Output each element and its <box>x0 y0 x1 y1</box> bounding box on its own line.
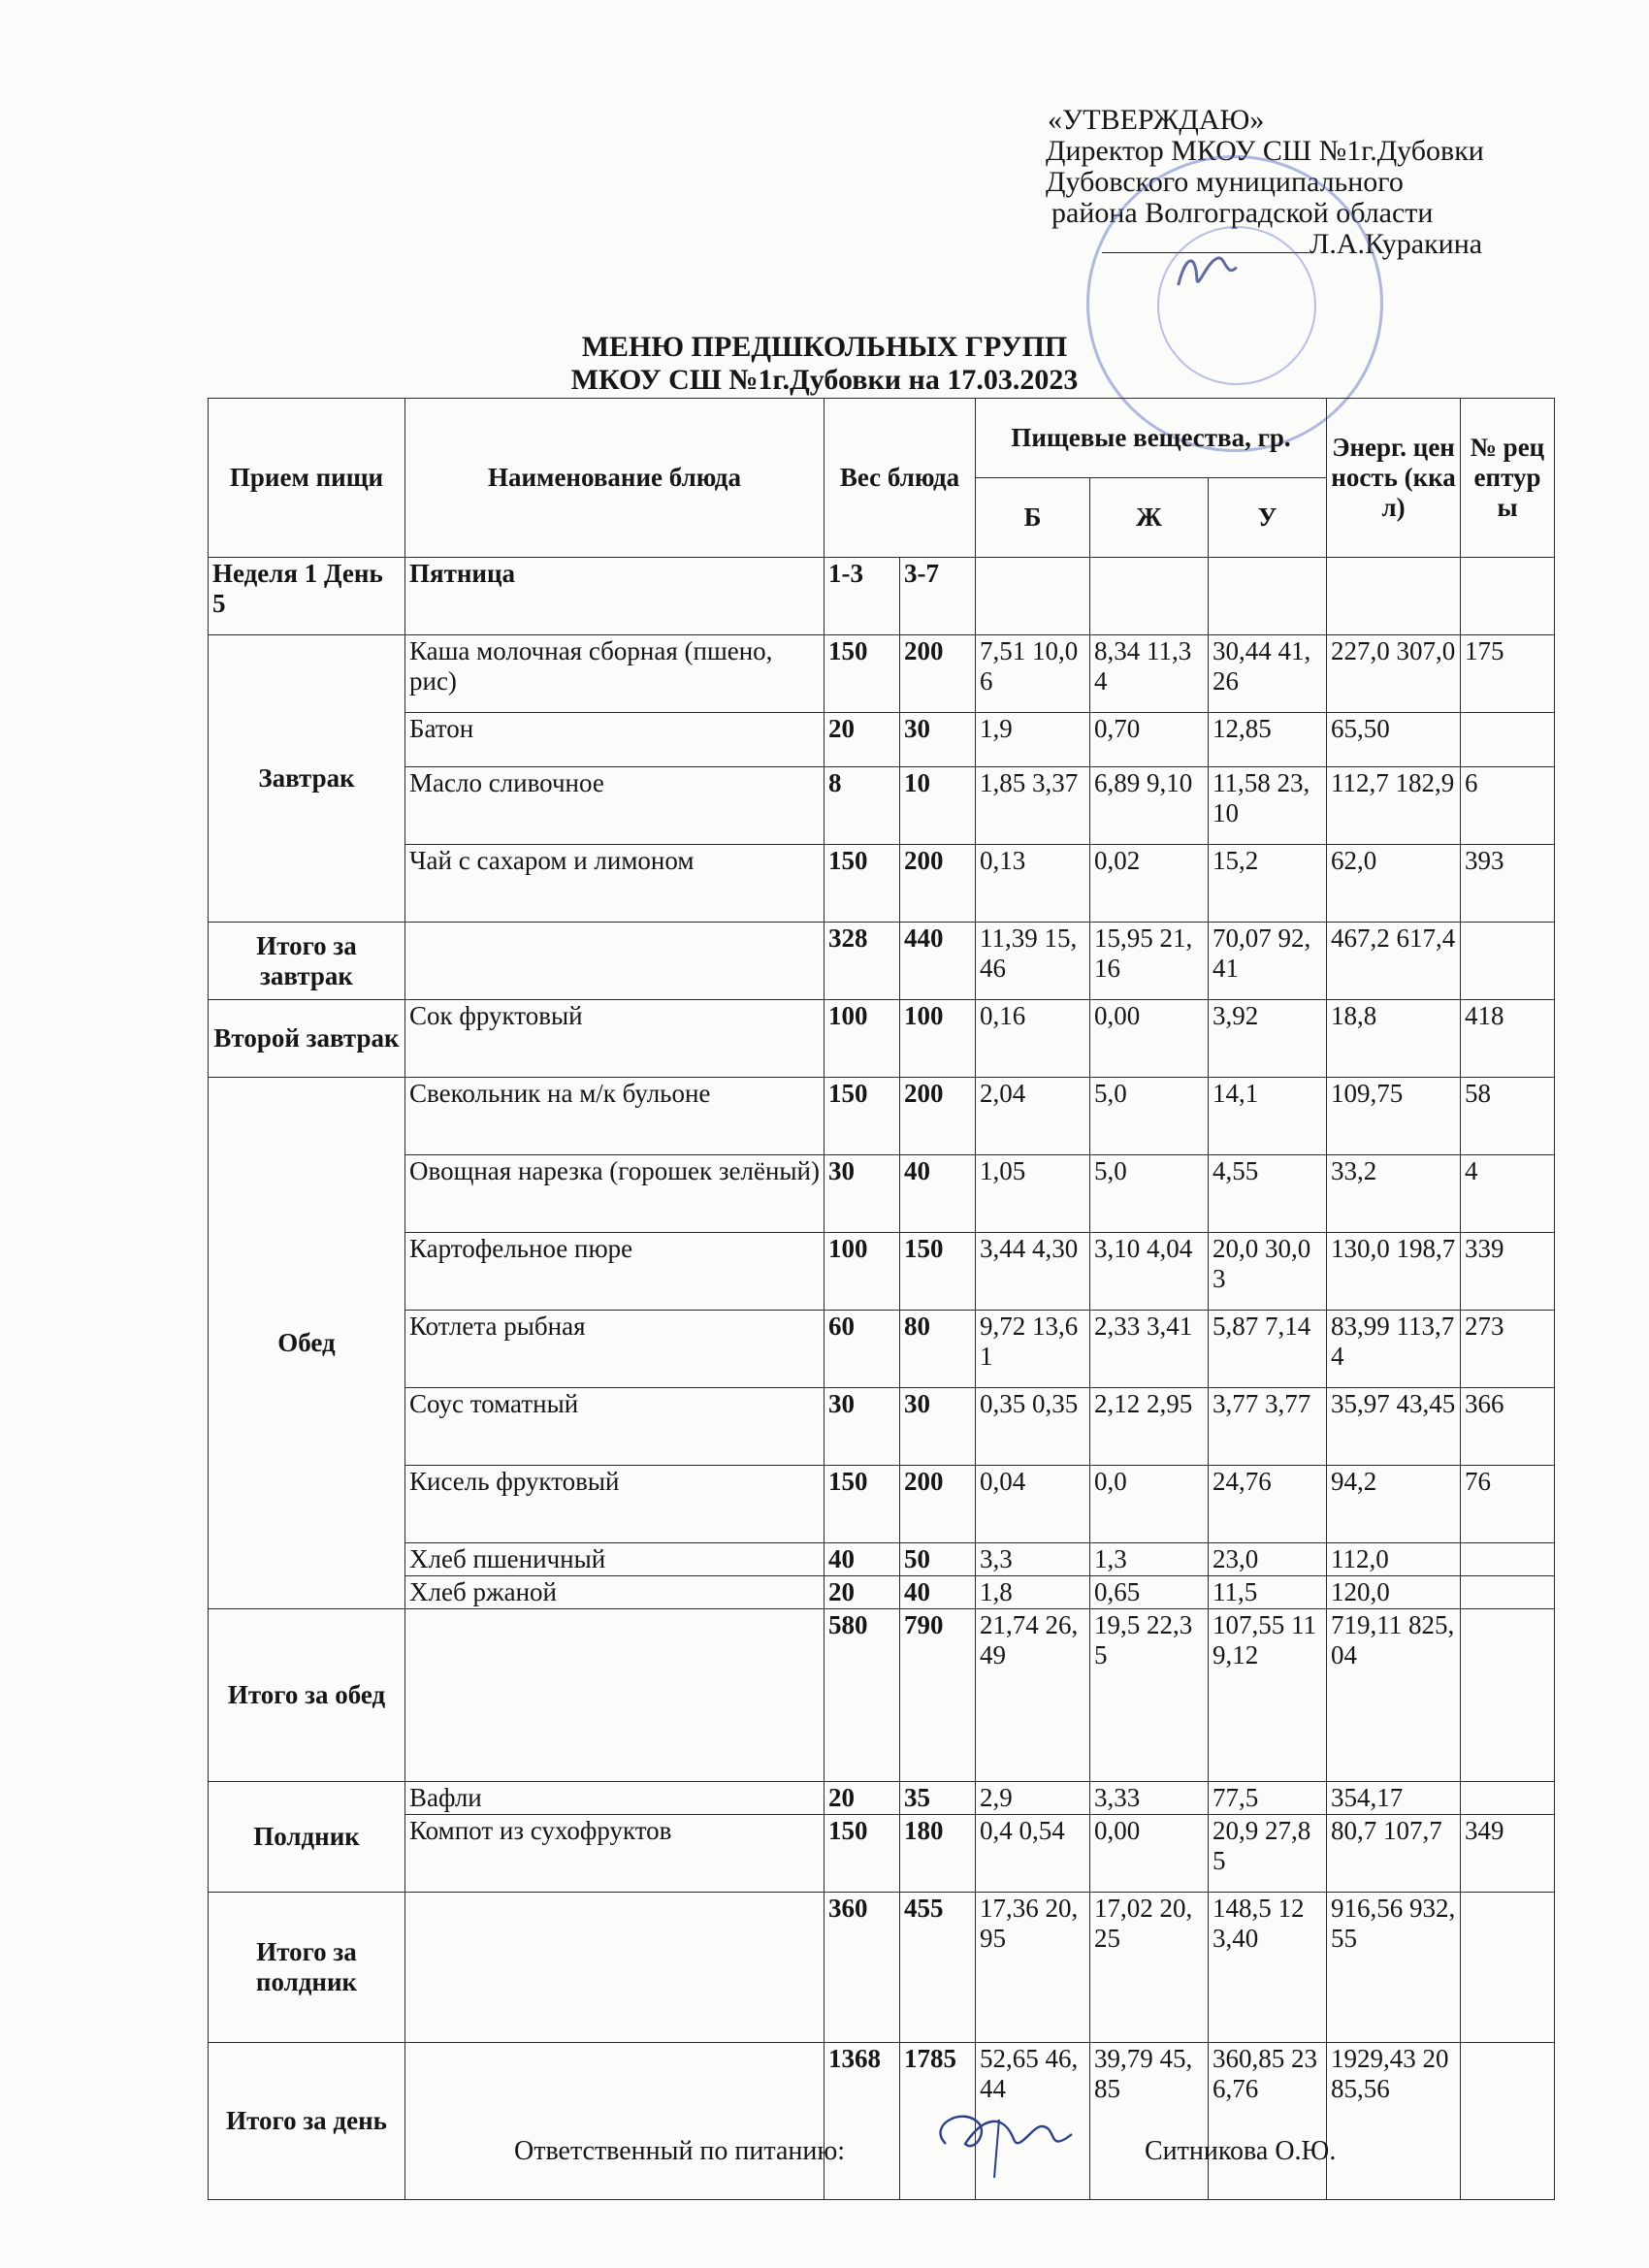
protein: 0,13 <box>976 845 1090 923</box>
energy: 35,97 43,45 <box>1327 1388 1461 1466</box>
carbs: 70,07 92,41 <box>1209 923 1327 1000</box>
protein: 9,72 13,61 <box>976 1311 1090 1388</box>
weight-age-1-3: 360 <box>824 1893 900 2043</box>
table-row <box>209 1000 1555 1078</box>
weight-age-3-7: 80 <box>900 1311 976 1388</box>
dish-name <box>405 2043 824 2200</box>
menu-table <box>208 398 1555 2200</box>
weight-age-1-3: 20 <box>824 1576 900 1609</box>
dish-name: Хлеб ржаной <box>405 1576 824 1609</box>
responsible-name: Ситникова О.Ю. <box>1145 2136 1337 2166</box>
table-row <box>209 1893 1555 2043</box>
meal-name: Второй завтрак <box>209 1000 405 1078</box>
meal-name: Обед <box>209 1078 405 1609</box>
weight-age-1-3: 150 <box>824 1078 900 1155</box>
recipe-number: 273 <box>1461 1311 1555 1388</box>
energy: 18,8 <box>1327 1000 1461 1078</box>
menu-title: МЕНЮ ПРЕДШКОЛЬНЫХ ГРУПП <box>581 331 1068 363</box>
energy: 83,99 113,74 <box>1327 1311 1461 1388</box>
carbs: 11,58 23,10 <box>1209 767 1327 845</box>
energy: 354,17 <box>1327 1782 1461 1815</box>
weight-age-3-7: 150 <box>900 1233 976 1311</box>
weight-age-3-7: 1785 <box>900 2043 976 2200</box>
menu-subtitle: МКОУ СШ №1г.Дубовки на 17.03.2023 <box>570 364 1079 396</box>
weight-age-3-7: 790 <box>900 1609 976 1782</box>
header-meal: Прием пищи <box>209 399 405 558</box>
table-row <box>209 923 1555 1000</box>
carbs: 23,0 <box>1209 1543 1327 1576</box>
protein: 3,3 <box>976 1543 1090 1576</box>
fat: 0,65 <box>1090 1576 1209 1609</box>
fat: 19,5 22,35 <box>1090 1609 1209 1782</box>
weight-age-1-3: 328 <box>824 923 900 1000</box>
weight-age-3-7: 30 <box>900 713 976 767</box>
recipe-number: 175 <box>1461 635 1555 713</box>
table-row <box>209 1233 1555 1311</box>
table-row <box>209 1782 1555 1815</box>
energy: 227,0 307,0 <box>1327 635 1461 713</box>
meal-name: Итого за день <box>209 2043 405 2200</box>
responsible-label: Ответственный по питанию: <box>514 2136 846 2166</box>
recipe-number: 366 <box>1461 1388 1555 1466</box>
dish-name: Компот из сухофруктов <box>405 1815 824 1893</box>
carbs: 148,5 123,40 <box>1209 1893 1327 2043</box>
table-row <box>209 845 1555 923</box>
dish-name: Кисель фруктовый <box>405 1466 824 1543</box>
weight-age-1-3: 150 <box>824 1466 900 1543</box>
meal-name: Завтрак <box>209 635 405 923</box>
recipe-number: 4 <box>1461 1155 1555 1233</box>
recipe-number <box>1461 1609 1555 1782</box>
week-day-label: Неделя 1 День 5 <box>209 558 405 635</box>
fat: 39,79 45,85 <box>1090 2043 1209 2200</box>
fat: 8,34 11,34 <box>1090 635 1209 713</box>
weight-age-3-7: 10 <box>900 767 976 845</box>
table-row <box>209 713 1555 767</box>
weight-age-1-3: 580 <box>824 1609 900 1782</box>
weight-age-1-3: 1368 <box>824 2043 900 2200</box>
dish-name: Вафли <box>405 1782 824 1815</box>
fat: 2,12 2,95 <box>1090 1388 1209 1466</box>
weight-age-1-3: 100 <box>824 1233 900 1311</box>
age-group-1: 1-3 <box>824 558 900 635</box>
table-row <box>209 1815 1555 1893</box>
protein: 0,4 0,54 <box>976 1815 1090 1893</box>
carbs: 4,55 <box>1209 1155 1327 1233</box>
table-row <box>209 635 1555 713</box>
dish-name <box>405 1893 824 2043</box>
fat: 3,10 4,04 <box>1090 1233 1209 1311</box>
responsible-signature <box>926 2095 1091 2183</box>
meal-name: Итого за полдник <box>209 1893 405 2043</box>
header-carbs: У <box>1209 478 1327 558</box>
weekday: Пятница <box>405 558 824 635</box>
carbs: 15,2 <box>1209 845 1327 923</box>
recipe-number <box>1461 713 1555 767</box>
dish-name: Соус томатный <box>405 1388 824 1466</box>
weight-age-1-3: 8 <box>824 767 900 845</box>
fat: 0,0 <box>1090 1466 1209 1543</box>
carbs: 20,0 30,03 <box>1209 1233 1327 1311</box>
director-signature <box>1165 236 1259 306</box>
weight-age-3-7: 200 <box>900 635 976 713</box>
protein: 11,39 15,46 <box>976 923 1090 1000</box>
fat: 2,33 3,41 <box>1090 1311 1209 1388</box>
weight-age-3-7: 50 <box>900 1543 976 1576</box>
fat: 17,02 20,25 <box>1090 1893 1209 2043</box>
approval-name: Л.А.Куракина <box>1310 228 1483 260</box>
dish-name: Масло сливочное <box>405 767 824 845</box>
weight-age-3-7: 40 <box>900 1576 976 1609</box>
dish-name: Картофельное пюре <box>405 1233 824 1311</box>
protein: 52,65 46,44 <box>976 2043 1090 2200</box>
recipe-number <box>1461 1543 1555 1576</box>
approval-region: района Волгоградской области <box>1051 197 1434 229</box>
header-recipe: № рецептуры <box>1461 399 1555 558</box>
age-group-2: 3-7 <box>900 558 976 635</box>
dish-name <box>405 923 824 1000</box>
energy: 112,0 <box>1327 1543 1461 1576</box>
energy: 112,7 182,9 <box>1327 767 1461 845</box>
fat: 15,95 21,16 <box>1090 923 1209 1000</box>
table-row <box>209 767 1555 845</box>
dish-name: Чай с сахаром и лимоном <box>405 845 824 923</box>
protein: 2,9 <box>976 1782 1090 1815</box>
recipe-number <box>1461 1576 1555 1609</box>
table-row <box>209 1609 1555 1782</box>
fat: 5,0 <box>1090 1078 1209 1155</box>
table-row <box>209 1466 1555 1543</box>
weight-age-3-7: 455 <box>900 1893 976 2043</box>
header-dish: Наименование блюда <box>405 399 824 558</box>
carbs: 107,55 119,12 <box>1209 1609 1327 1782</box>
recipe-number: 418 <box>1461 1000 1555 1078</box>
meal-name: Полдник <box>209 1782 405 1893</box>
fat: 3,33 <box>1090 1782 1209 1815</box>
fat: 0,02 <box>1090 845 1209 923</box>
weight-age-3-7: 180 <box>900 1815 976 1893</box>
meal-name: Итого за обед <box>209 1609 405 1782</box>
dish-name: Хлеб пшеничный <box>405 1543 824 1576</box>
fat: 0,00 <box>1090 1815 1209 1893</box>
table-row <box>209 1078 1555 1155</box>
protein: 1,85 3,37 <box>976 767 1090 845</box>
weight-age-1-3: 60 <box>824 1311 900 1388</box>
dish-name: Котлета рыбная <box>405 1311 824 1388</box>
protein: 17,36 20,95 <box>976 1893 1090 2043</box>
protein: 7,51 10,06 <box>976 635 1090 713</box>
protein: 1,05 <box>976 1155 1090 1233</box>
dish-name: Батон <box>405 713 824 767</box>
table-row <box>209 2043 1555 2200</box>
carbs: 24,76 <box>1209 1466 1327 1543</box>
protein: 3,44 4,30 <box>976 1233 1090 1311</box>
carbs: 12,85 <box>1209 713 1327 767</box>
carbs: 14,1 <box>1209 1078 1327 1155</box>
header-fat: Ж <box>1090 478 1209 558</box>
fat: 0,70 <box>1090 713 1209 767</box>
weight-age-1-3: 20 <box>824 713 900 767</box>
carbs: 20,9 27,85 <box>1209 1815 1327 1893</box>
weight-age-3-7: 100 <box>900 1000 976 1078</box>
carbs: 3,77 3,77 <box>1209 1388 1327 1466</box>
energy: 719,11 825,04 <box>1327 1609 1461 1782</box>
recipe-number <box>1461 923 1555 1000</box>
recipe-number <box>1461 2043 1555 2200</box>
protein: 0,04 <box>976 1466 1090 1543</box>
header-energy: Энерг. ценность (ккал) <box>1327 399 1461 558</box>
recipe-number <box>1461 1782 1555 1815</box>
weight-age-3-7: 35 <box>900 1782 976 1815</box>
carbs: 30,44 41,26 <box>1209 635 1327 713</box>
header-nutrients: Пищевые вещества, гр. <box>976 399 1327 478</box>
recipe-number <box>1461 1893 1555 2043</box>
carbs: 360,85 236,76 <box>1209 2043 1327 2200</box>
recipe-number: 349 <box>1461 1815 1555 1893</box>
weight-age-1-3: 20 <box>824 1782 900 1815</box>
table-row <box>209 1155 1555 1233</box>
weight-age-3-7: 200 <box>900 1466 976 1543</box>
energy: 80,7 107,7 <box>1327 1815 1461 1893</box>
dish-name: Сок фруктовый <box>405 1000 824 1078</box>
carbs: 11,5 <box>1209 1576 1327 1609</box>
fat: 1,3 <box>1090 1543 1209 1576</box>
recipe-number: 76 <box>1461 1466 1555 1543</box>
weight-age-3-7: 30 <box>900 1388 976 1466</box>
energy: 120,0 <box>1327 1576 1461 1609</box>
carbs: 3,92 <box>1209 1000 1327 1078</box>
weight-age-1-3: 150 <box>824 845 900 923</box>
carbs: 77,5 <box>1209 1782 1327 1815</box>
dish-name: Каша молочная сборная (пшено, рис) <box>405 635 824 713</box>
meal-name: Итого за завтрак <box>209 923 405 1000</box>
recipe-number: 339 <box>1461 1233 1555 1311</box>
protein: 21,74 26,49 <box>976 1609 1090 1782</box>
energy: 94,2 <box>1327 1466 1461 1543</box>
dish-name <box>405 1609 824 1782</box>
approval-heading: «УТВЕРЖДАЮ» <box>1048 104 1265 136</box>
protein: 0,35 0,35 <box>976 1388 1090 1466</box>
weight-age-3-7: 40 <box>900 1155 976 1233</box>
weight-age-1-3: 100 <box>824 1000 900 1078</box>
weight-age-1-3: 30 <box>824 1388 900 1466</box>
weight-age-3-7: 200 <box>900 845 976 923</box>
protein: 1,8 <box>976 1576 1090 1609</box>
energy: 33,2 <box>1327 1155 1461 1233</box>
weight-age-3-7: 440 <box>900 923 976 1000</box>
fat: 0,00 <box>1090 1000 1209 1078</box>
weight-age-1-3: 150 <box>824 635 900 713</box>
table-row <box>209 1311 1555 1388</box>
weight-age-1-3: 150 <box>824 1815 900 1893</box>
table-row <box>209 1388 1555 1466</box>
energy: 130,0 198,7 <box>1327 1233 1461 1311</box>
header-weight: Вес блюда <box>824 399 976 558</box>
fat: 6,89 9,10 <box>1090 767 1209 845</box>
energy: 62,0 <box>1327 845 1461 923</box>
recipe-number: 58 <box>1461 1078 1555 1155</box>
carbs: 5,87 7,14 <box>1209 1311 1327 1388</box>
energy: 1929,43 2085,56 <box>1327 2043 1461 2200</box>
protein: 0,16 <box>976 1000 1090 1078</box>
energy: 467,2 617,4 <box>1327 923 1461 1000</box>
protein: 1,9 <box>976 713 1090 767</box>
fat: 5,0 <box>1090 1155 1209 1233</box>
table-row <box>209 1576 1555 1609</box>
header-protein: Б <box>976 478 1090 558</box>
energy: 65,50 <box>1327 713 1461 767</box>
energy: 109,75 <box>1327 1078 1461 1155</box>
dish-name: Свекольник на м/к бульоне <box>405 1078 824 1155</box>
recipe-number: 6 <box>1461 767 1555 845</box>
energy: 916,56 932,55 <box>1327 1893 1461 2043</box>
dish-name: Овощная нарезка (горошек зелёный) <box>405 1155 824 1233</box>
protein: 2,04 <box>976 1078 1090 1155</box>
table-row <box>209 1543 1555 1576</box>
weight-age-1-3: 30 <box>824 1155 900 1233</box>
approval-district: Дубовского муниципального <box>1046 166 1404 198</box>
recipe-number: 393 <box>1461 845 1555 923</box>
weight-age-3-7: 200 <box>900 1078 976 1155</box>
weight-age-1-3: 40 <box>824 1543 900 1576</box>
approval-position: Директор МКОУ СШ №1г.Дубовки <box>1046 135 1484 167</box>
